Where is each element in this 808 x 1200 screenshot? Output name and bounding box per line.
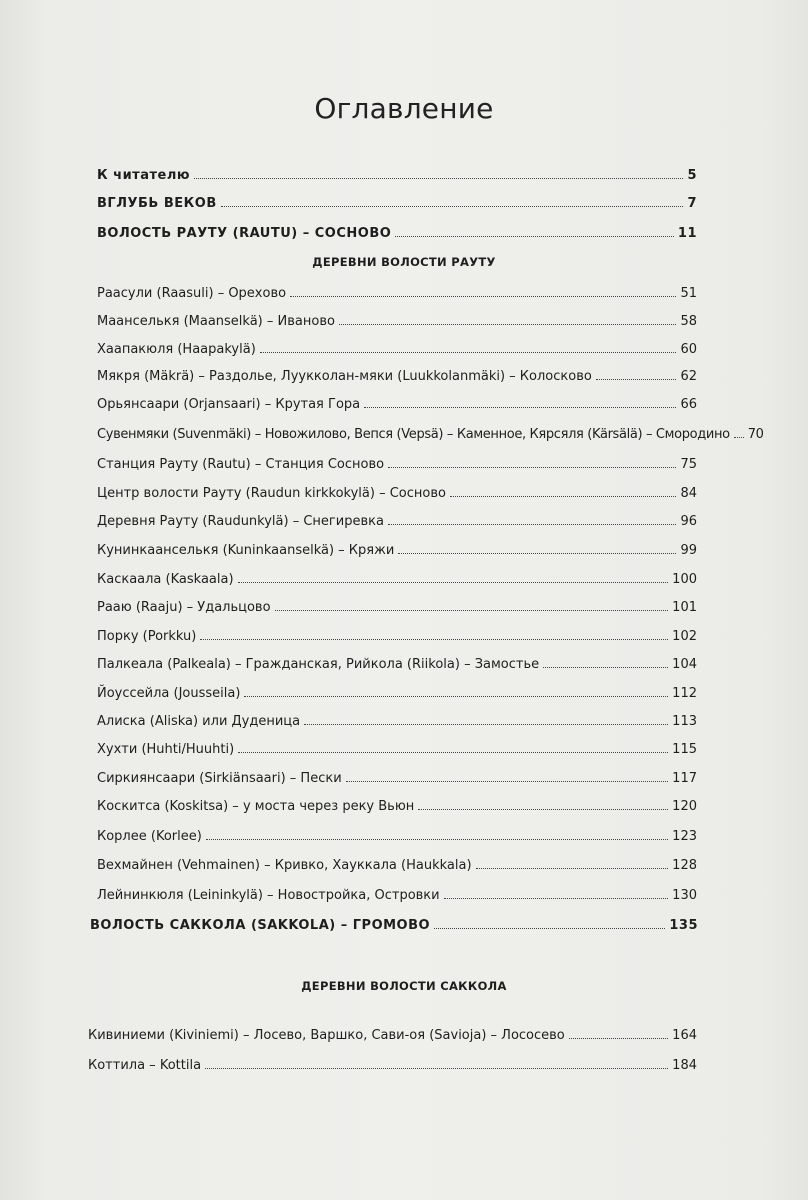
toc-entry-page: 62 [680,369,697,384]
toc-entry-13[interactable] [97,543,697,558]
toc-entry-23[interactable] [97,829,697,844]
toc-entry-page: 117 [672,771,697,786]
page-title: Оглавление [314,92,494,125]
toc-entry-title: Маанселькя (Maanselkä) – Иваново [97,314,335,329]
toc-entry-title: Порку (Porkku) [97,629,197,644]
dot-leader [543,667,668,668]
toc-entry-page: 100 [672,572,697,587]
toc-entry-title: Каскаала (Kaskaala) [97,572,234,587]
toc-entry-28[interactable] [88,1028,697,1043]
toc-entry-title: Хаапакюля (Haapakylä) [97,342,256,357]
toc-entry-5[interactable] [97,314,697,329]
toc-entry-2[interactable] [97,226,697,241]
dot-leader [275,610,669,611]
toc-entry-1[interactable] [97,196,697,211]
toc-entry-page: 120 [672,799,697,814]
toc-entry-title: Коскитса (Koskitsa) – у моста через реку Вьюн [97,799,415,814]
dot-leader [388,524,677,525]
toc-entry-page: 11 [677,226,697,241]
toc-entry-24[interactable] [97,858,697,873]
toc-entry-page: 84 [680,486,697,501]
toc-entry-page: 102 [672,629,697,644]
dot-leader [304,724,668,725]
toc-entry-title: Раасули (Raasuli) – Орехово [97,286,287,301]
dot-leader [244,696,668,697]
toc-entry-9[interactable] [97,427,764,442]
toc-entry-10[interactable] [97,457,697,472]
dot-leader [205,1068,668,1069]
toc-entry-title: Центр волости Рауту (Raudun kirkkokylä) – Сосново [97,486,446,501]
toc-entry-page: 60 [680,342,697,357]
dot-leader [339,324,677,325]
toc-entry-20[interactable] [97,742,697,757]
toc-entry-title: К читателю [97,168,191,183]
toc-entry-12[interactable] [97,514,697,529]
dot-leader [434,928,665,929]
toc-entry-page: 70 [747,427,764,442]
toc-entry-page: 130 [672,888,697,903]
dot-leader [444,898,669,899]
toc-entry-7[interactable] [97,369,697,384]
toc-entry-22[interactable] [97,799,697,814]
dot-leader [364,407,676,408]
toc-entry-19[interactable] [97,714,697,729]
section-heading-rautu: ДЕРЕВНИ ВОЛОСТИ РАУТУ [312,255,496,269]
toc-entry-0[interactable] [97,168,697,183]
toc-entry-15[interactable] [97,600,697,615]
toc-entry-page: 51 [680,286,697,301]
dot-leader [206,839,668,840]
toc-entry-title: ВОЛОСТЬ САККОЛА (SAKKOLA) – ГРОМОВО [90,918,431,933]
toc-entry-25[interactable] [97,888,697,903]
toc-entry-page: 66 [680,397,697,412]
toc-entry-page: 112 [672,686,697,701]
toc-entry-16[interactable] [97,629,697,644]
toc-entry-21[interactable] [97,771,697,786]
toc-entry-title: Вехмайнен (Vehmainen) – Кривко, Хауккала (Haukkala) [97,858,472,873]
toc-entry-26[interactable] [90,918,698,933]
dot-leader [290,296,676,297]
toc-entry-14[interactable] [97,572,697,587]
toc-entry-4[interactable] [97,286,697,301]
dot-leader [200,639,668,640]
toc-entry-page: 135 [669,918,698,933]
dot-leader [476,868,669,869]
dot-leader [238,582,669,583]
toc-entry-title: Сиркиянсаари (Sirkiänsaari) – Пески [97,771,342,786]
toc-entry-title: Корлее (Korlee) [97,829,202,844]
toc-entry-page: 101 [672,600,697,615]
toc-entry-title: ВГЛУБЬ ВЕКОВ [97,196,217,211]
dot-leader [260,352,677,353]
dot-leader [418,809,668,810]
toc-entry-title: ВОЛОСТЬ РАУТУ (RAUTU) – СОСНОВО [97,226,392,241]
dot-leader [395,236,674,237]
toc-entry-title: Йоуссейла (Jousseila) [97,686,241,701]
dot-leader [596,379,677,380]
toc-entry-page: 58 [680,314,697,329]
toc-entry-title: Станция Рауту (Rautu) – Станция Сосново [97,457,385,472]
toc-entry-page: 123 [672,829,697,844]
dot-leader [388,467,676,468]
toc-entry-page: 5 [687,168,697,183]
toc-entry-page: 115 [672,742,697,757]
toc-entry-17[interactable] [97,657,697,672]
toc-entry-page: 184 [672,1058,697,1073]
toc-entry-11[interactable] [97,486,697,501]
toc-entry-title: Алиска (Aliska) или Дуденица [97,714,301,729]
toc-entry-title: Палкеала (Palkeala) – Гражданская, Рийкола (Riikola) – Замостье [97,657,540,672]
toc-entry-page: 96 [680,514,697,529]
toc-entry-title: Кивиниеми (Kiviniemi) – Лосево, Варшко, Сави-оя (Savioja) – Лососево [88,1028,565,1043]
dot-leader [346,781,669,782]
dot-leader [450,496,676,497]
toc-entry-6[interactable] [97,342,697,357]
dot-leader [734,437,744,438]
toc-entry-title: Хухти (Huhti/Huuhti) [97,742,235,757]
toc-entry-page: 75 [680,457,697,472]
toc-entry-title: Деревня Рауту (Raudunkylä) – Снегиревка [97,514,384,529]
section-heading-sakkola: ДЕРЕВНИ ВОЛОСТИ САККОЛА [301,979,507,993]
toc-entry-title: Коттила – Kottila [88,1058,202,1073]
toc-entry-18[interactable] [97,686,697,701]
toc-entry-page: 99 [680,543,697,558]
dot-leader [569,1038,668,1039]
dot-leader [194,178,683,179]
toc-entry-page: 113 [672,714,697,729]
toc-entry-page: 7 [687,196,697,211]
toc-entry-page: 164 [672,1028,697,1043]
toc-entry-page: 128 [672,858,697,873]
dot-leader [398,553,676,554]
toc-entry-page: 104 [672,657,697,672]
toc-entry-title: Лейнинкюля (Leininkylä) – Новостройка, Островки [97,888,440,903]
dot-leader [238,752,668,753]
toc-entry-8[interactable] [97,397,697,412]
toc-entry-title: Кунинкаанселькя (Kuninkaanselkä) – Кряжи [97,543,395,558]
toc-entry-title: Мякря (Mäkrä) – Раздолье, Луукколан-мяки (Luukkolanmäki) – Колосково [97,369,592,384]
dot-leader [221,206,684,207]
toc-entry-title: Сувенмяки (Suvenmäki) – Новожилово, Вепся (Vepsä) – Каменное, Кярсяля (Kärsälä) – Смородино [97,427,730,442]
toc-entry-29[interactable] [88,1058,697,1073]
toc-entry-title: Рааю (Raaju) – Удальцово [97,600,271,615]
toc-entry-title: Орьянсаари (Orjansaari) – Крутая Гора [97,397,361,412]
